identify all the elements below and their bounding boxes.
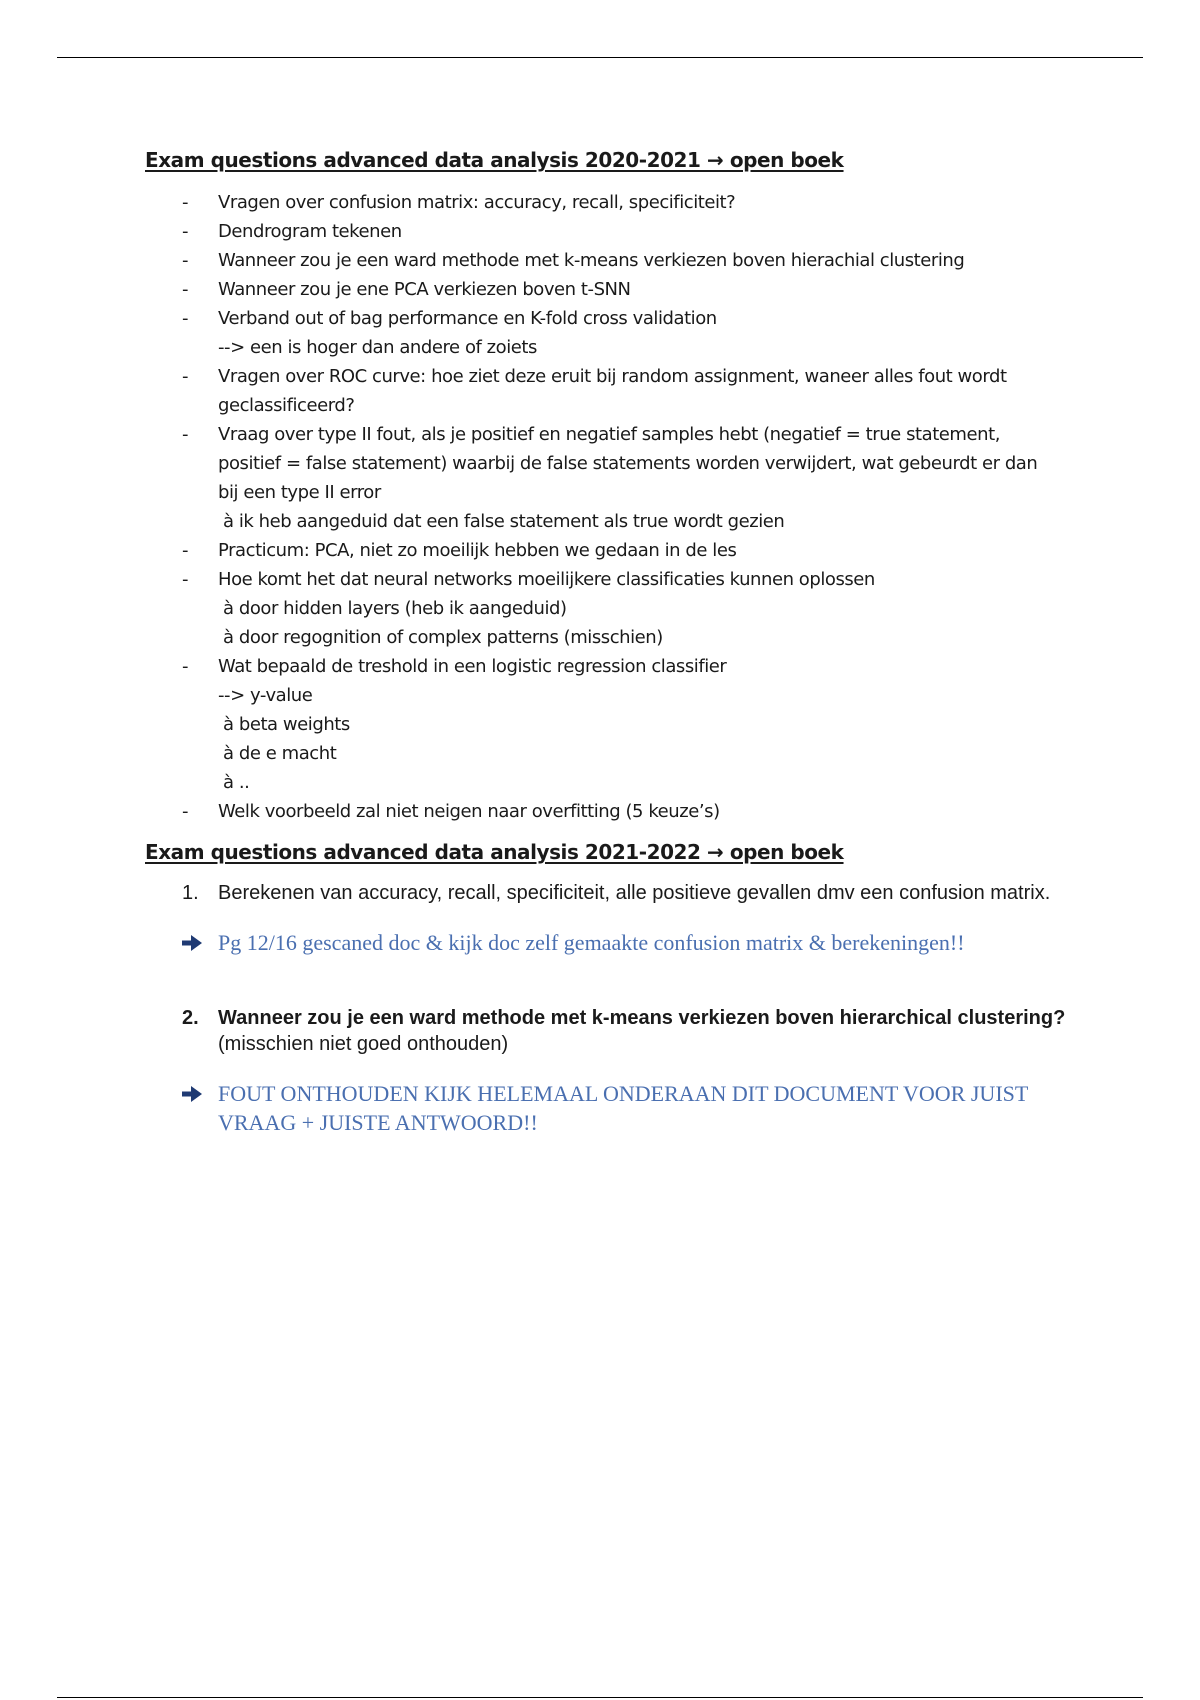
list-item: [145, 536, 1085, 565]
note-2-text: FOUT ONTHOUDEN KIJK HELEMAAL ONDERAAN DIT DOCUMENT VOOR JUIST VRAAG + JUISTE ANTWOORD!!: [218, 1081, 1028, 1135]
dash-bullet: -: [182, 366, 189, 387]
q1-number: 1.: [182, 882, 199, 904]
q2-number: 2.: [182, 1007, 199, 1029]
question-list-2021-2022: [145, 880, 1085, 906]
question-list-2020-2021: [145, 188, 1085, 826]
note-1: [145, 928, 1085, 957]
dash-bullet: -: [182, 221, 189, 242]
list-item-q2: [145, 1005, 1085, 1057]
item-subline: à ..: [223, 772, 250, 793]
list-item: [145, 420, 1085, 536]
list-item: [145, 652, 1085, 797]
list-item: [145, 362, 1085, 420]
list-item: [145, 217, 1085, 246]
dash-bullet: -: [182, 801, 189, 822]
q2-remark: (misschien niet goed onthouden): [218, 1033, 509, 1055]
q2-question: Wanneer zou je een ward methode met k-means verkiezen boven hierarchical clustering?: [218, 1007, 1066, 1029]
item-text: Welk voorbeeld zal niet neigen naar overfitting (5 keuze’s): [218, 801, 720, 822]
arrow-right-icon: [180, 1085, 204, 1103]
item-subline: à beta weights: [223, 714, 350, 735]
item-text: Verband out of bag performance en K-fold cross validation: [218, 308, 717, 329]
item-subline: à ik heb aangeduid dat een false statement als true wordt gezien: [223, 511, 785, 532]
dash-bullet: -: [182, 192, 189, 213]
item-text: Practicum: PCA, niet zo moeilijk hebben we gedaan in de les: [218, 540, 737, 561]
item-subline: geclassificeerd?: [218, 395, 355, 416]
item-text: Vragen over ROC curve: hoe ziet deze eruit bij random assignment, waneer alles fout wordt: [218, 366, 1007, 387]
item-text: Vraag over type II fout, als je positief en negatief samples hebt (negatief = true statement,: [218, 424, 1000, 445]
dash-bullet: -: [182, 540, 189, 561]
item-text: Wanneer zou je ene PCA verkiezen boven t-SNN: [218, 279, 631, 300]
dash-bullet: -: [182, 656, 189, 677]
section1-heading: Exam questions advanced data analysis 2020-2021 → open boek: [145, 148, 844, 172]
dash-bullet: -: [182, 279, 189, 300]
list-item: [145, 188, 1085, 217]
item-text: Hoe komt het dat neural networks moeilijkere classificaties kunnen oplossen: [218, 569, 875, 590]
note-2: [145, 1079, 1085, 1137]
dash-bullet: -: [182, 308, 189, 329]
list-item: [145, 797, 1085, 826]
item-text: Wat bepaald de treshold in een logistic regression classifier: [218, 656, 727, 677]
top-rule: [57, 57, 1143, 58]
item-subline: à door hidden layers (heb ik aangeduid): [223, 598, 567, 619]
question-list-2021-2022-cont: [145, 1005, 1085, 1057]
item-subline: --> een is hoger dan andere of zoiets: [218, 337, 537, 358]
list-item-q1: [145, 880, 1085, 906]
dash-bullet: -: [182, 424, 189, 445]
list-item: [145, 565, 1085, 652]
bottom-rule: [57, 1697, 1143, 1698]
q1-text: Berekenen van accuracy, recall, specificiteit, alle positieve gevallen dmv een confusion matrix.: [218, 882, 1051, 904]
list-item: [145, 246, 1085, 275]
arrow-right-icon: [180, 934, 204, 952]
document-body: [145, 146, 1085, 1137]
item-text: Wanneer zou je een ward methode met k-means verkiezen boven hierachial clustering: [218, 250, 965, 271]
list-item: [145, 304, 1085, 362]
item-subline: bij een type II error: [218, 482, 381, 503]
note-1-text: Pg 12/16 gescaned doc & kijk doc zelf gemaakte confusion matrix & berekeningen!!: [218, 930, 965, 955]
item-subline: --> y-value: [218, 685, 313, 706]
item-subline: à de e macht: [223, 743, 337, 764]
dash-bullet: -: [182, 569, 189, 590]
list-item: [145, 275, 1085, 304]
item-subline: à door regognition of complex patterns (misschien): [223, 627, 663, 648]
item-subline: positief = false statement) waarbij de false statements worden verwijdert, wat gebeurdt er dan: [218, 453, 1038, 474]
item-text: Dendrogram tekenen: [218, 221, 402, 242]
dash-bullet: -: [182, 250, 189, 271]
item-text: Vragen over confusion matrix: accuracy, recall, specificiteit?: [218, 192, 736, 213]
section2-heading: Exam questions advanced data analysis 2021-2022 → open boek: [145, 840, 844, 864]
